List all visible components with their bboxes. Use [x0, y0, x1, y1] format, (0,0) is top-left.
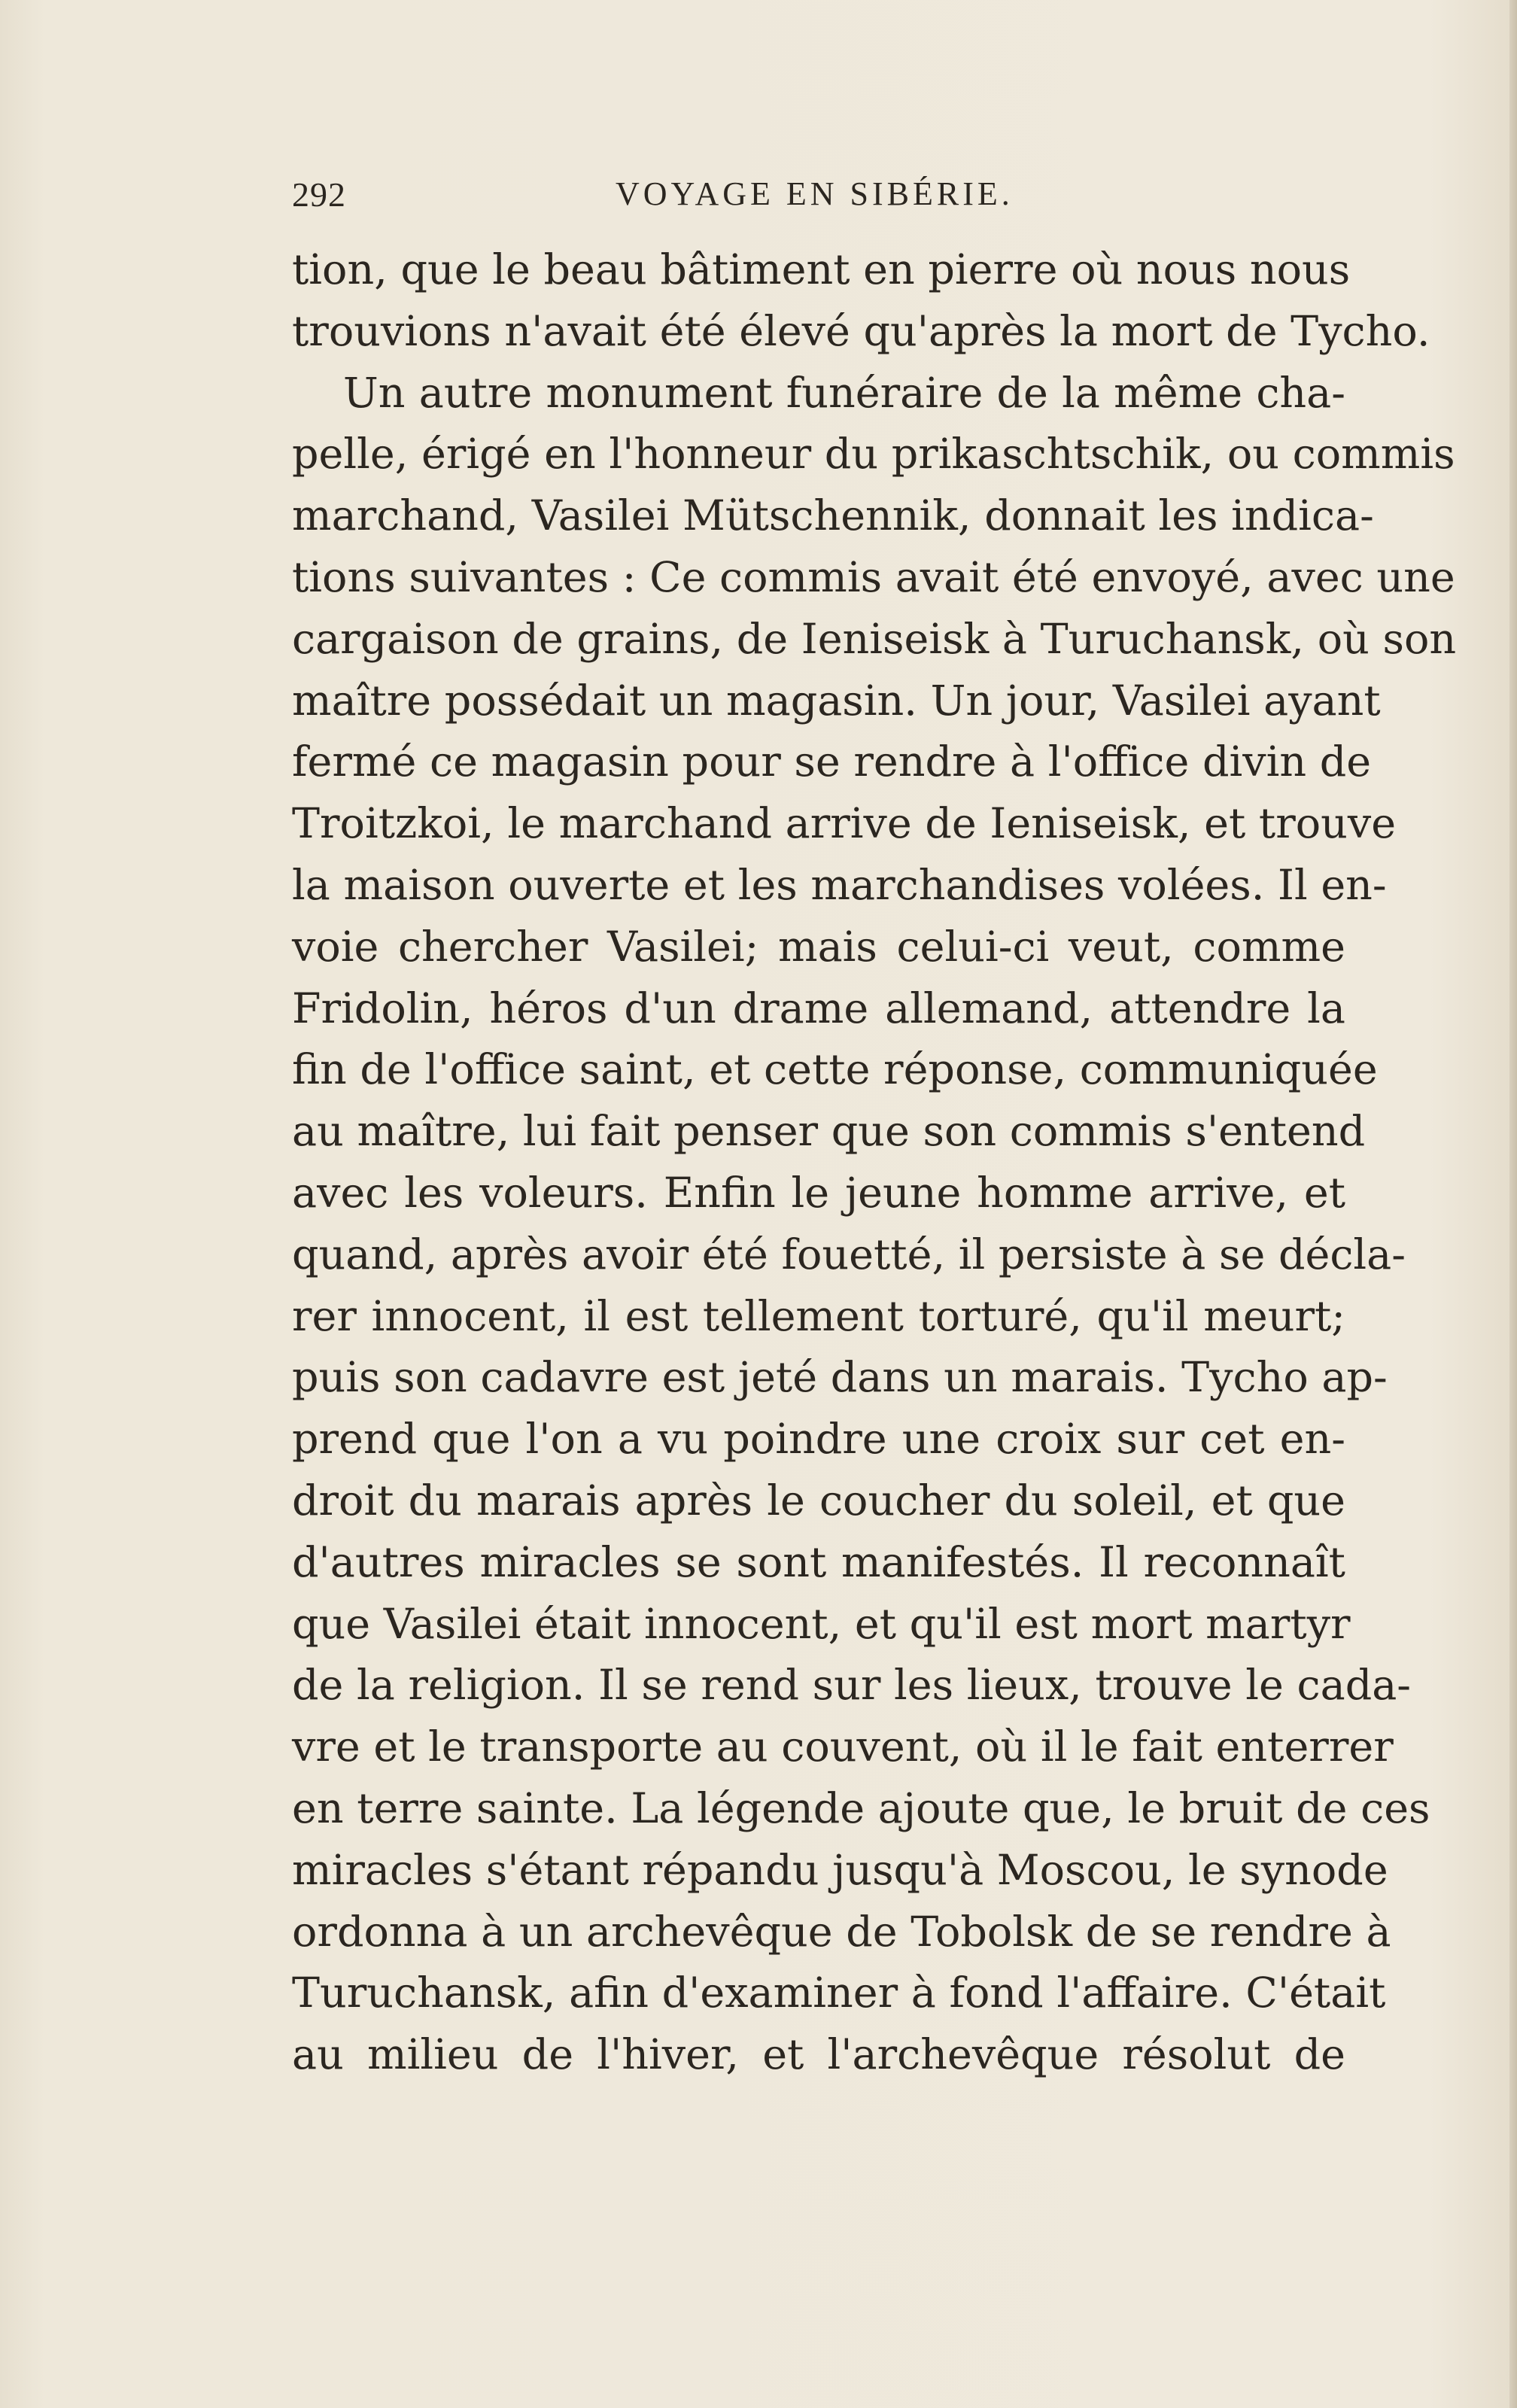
text-line: quand, après avoir été fouetté, il persiste à se décla- — [292, 1230, 1406, 1279]
page-edge — [1509, 0, 1517, 2408]
text-line: Troitzkoi, le marchand arrive de Ieniseisk, et trouve — [292, 799, 1397, 849]
text-line: droit du marais après le coucher du soleil, et que — [292, 1476, 1345, 1525]
text-line: Fridolin, héros d'un drame allemand, attendre la — [292, 984, 1345, 1033]
text-line: avec les voleurs. Enfin le jeune homme arrive, et — [292, 1168, 1345, 1218]
text-line: puis son cadavre est jeté dans un marais. Tycho ap- — [292, 1353, 1388, 1403]
text-line: de la religion. Il se rend sur les lieux, trouve le cada- — [292, 1661, 1412, 1710]
text-line: fermé ce magasin pour se rendre à l'office divin de — [292, 737, 1372, 787]
text-line: marchand, Vasilei Mütschennik, donnait les indica- — [292, 491, 1374, 541]
text-line: voie chercher Vasilei; mais celui-ci veut, comme — [292, 922, 1345, 971]
text-line: maître possédait un magasin. Un jour, Vasilei ayant — [292, 676, 1381, 725]
text-line: en terre sainte. La légende ajoute que, le bruit de ces — [292, 1783, 1430, 1833]
text-line: Turuchansk, afin d'examiner à fond l'affaire. C'était — [292, 1969, 1386, 2018]
text-line: pelle, érigé en l'honneur du prikaschtschik, ou commis — [292, 430, 1455, 479]
text-line: tion, que le beau bâtiment en pierre où nous nous — [292, 245, 1351, 294]
text-line: rer innocent, il est tellement torturé, qu'il meurt; — [292, 1291, 1345, 1341]
text-line: prend que l'on a vu poindre une croix sur cet en- — [292, 1415, 1345, 1464]
text-line: la maison ouverte et les marchandises volées. Il en- — [292, 860, 1387, 910]
text-line: cargaison de grains, de Ieniseisk à Turuchansk, où son — [292, 614, 1457, 664]
text-line: que Vasilei était innocent, et qu'il est mort martyr — [292, 1599, 1351, 1649]
text-line: tions suivantes : Ce commis avait été envoyé, avec une — [292, 552, 1455, 602]
page-header — [292, 175, 1345, 220]
text-line: fin de l'office saint, et cette réponse, communiquée — [292, 1045, 1378, 1095]
text-line: miracles s'étant répandu jusqu'à Moscou, le synode — [292, 1845, 1388, 1895]
text-line: vre et le transporte au couvent, où il le fait enterrer — [292, 1722, 1394, 1772]
paragraph-start-line: Un autre monument funéraire de la même cha- — [343, 368, 1345, 418]
text-line: trouvions n'avait été élevé qu'après la mort de Tycho. — [292, 306, 1430, 356]
text-line: au maître, lui fait penser que son commis s'entend — [292, 1107, 1366, 1157]
text-line: au milieu de l'hiver, et l'archevêque résolut de — [292, 2030, 1345, 2080]
page-number: 292 — [292, 175, 346, 214]
text-line: d'autres miracles se sont manifestés. Il reconnaît — [292, 1537, 1345, 1587]
body-text — [292, 239, 1457, 2086]
running-head: VOYAGE EN SIBÉRIE. — [616, 175, 1014, 212]
text-line: ordonna à un archevêque de Tobolsk de se rendre à — [292, 1907, 1391, 1956]
